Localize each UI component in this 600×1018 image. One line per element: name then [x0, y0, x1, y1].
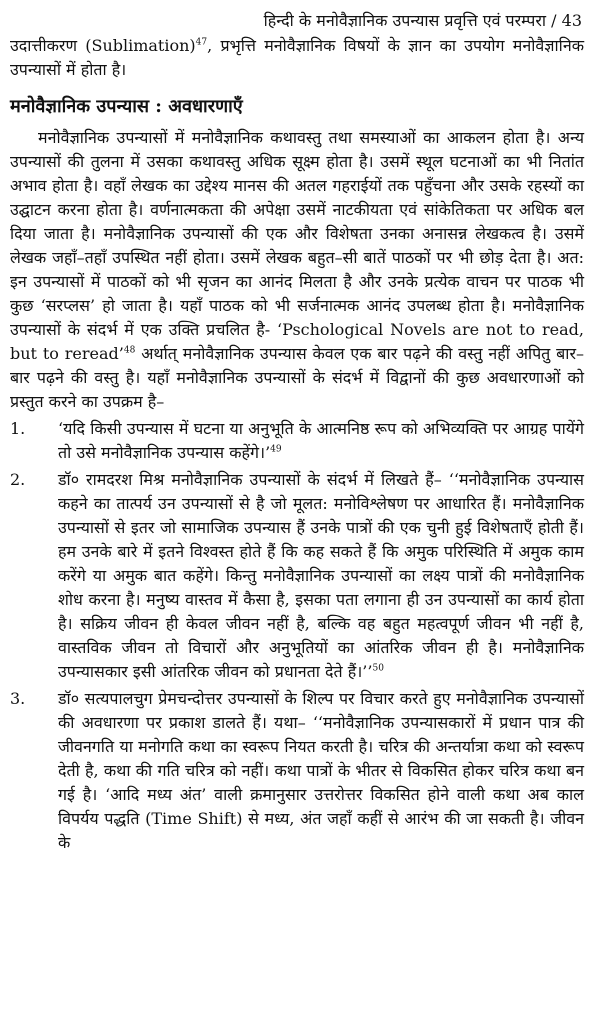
list-item — [10, 687, 584, 855]
footnote-ref-47: 47 — [195, 37, 208, 48]
footnote-ref-49: 49 — [270, 444, 282, 455]
list-item-text: डॉ० रामदरश मिश्र मनोवैज्ञानिक उपन्यासों के संदर्भ में लिखते हैं– ‘‘मनोवैज्ञानिक उपन्यास कहने का तात्पर्य उन उपन्यासों से है जो मूलत: मनोविश्लेषण पर आधारित हैं। मनोवैज्ञानिक उपन्यासों से इतर जो सामाजिक उपन्यास हैं उनके पात्रों की एक चुनी हुई विशेषताएँ होती हैं। हम उनके बारे में इतने विश्वस्त होते हैं कि कह सकते हैं कि अमुक परिस्थिति में अमुक काम करेंगे या अमुक बात कहेंगे। किन्तु मनोवैज्ञानिक उपन्यासों का लक्ष्य पात्रों की मनोवैज्ञानिक शोध करना है। मनुष्य वास्तव में कैसा है, इसका पता लगाना ही उन उपन्यासों का कार्य होता है। सक्रिय जीवन ही केवल जीवन नहीं है, बल्कि वह बहुत महत्वपूर्ण जीवन भी नहीं है, वास्तविक जीवन तो विचारों और अनुभूतियों का आंतरिक जीवन ही है। मनोवैज्ञानिक उपन्यासकार इसी आंतरिक जीवन को प्रधानता देते हैं।’’ — [58, 470, 584, 681]
intro-text-before-note: उदात्तीकरण (Sublimation) — [10, 36, 196, 55]
list-item-text: ‘यदि किसी उपन्यास में घटना या अनुभूति के आत्मनिष्ठ रूप को अभिव्यक्ति पर आग्रह पायेंगे तो उसे मनोवैज्ञानिक उपन्यास कहेंगे।’ — [58, 419, 584, 462]
running-header — [10, 10, 584, 32]
section-heading: मनोवैज्ञानिक उपन्यास : अवधारणाएँ — [10, 96, 243, 117]
body-paragraph — [10, 126, 584, 414]
intro-paragraph — [10, 34, 584, 82]
list-item-number: 3. — [10, 689, 26, 708]
running-title: हिन्दी के मनोवैज्ञानिक उपन्यास प्रवृत्ति एवं परम्परा — [263, 11, 547, 30]
footnote-ref-50: 50 — [372, 663, 384, 674]
list-item-number: 1. — [10, 419, 26, 438]
paragraph-text-after-note: अर्थात् मनोवैज्ञानिक उपन्यास केवल एक बार पढ़ने की वस्तु नहीं अपितु बार–बार पढ़ने की वस्तु है। यहाँ मनोवैज्ञानिक उपन्यासों के संदर्भ में विद्वानों की कुछ अवधारणाओं को प्रस्तुत करने का उपक्रम है– — [10, 344, 584, 411]
paragraph-text-before-note: मनोवैज्ञानिक उपन्यासों में मनोवैज्ञानिक कथावस्तु तथा समस्याओं का आकलन होता है। अन्य उपन्यासों की तुलना में उसका कथावस्तु अधिक सूक्ष्म होता है। उसमें स्थूल घटनाओं का भी नितांत अभाव होता है। वहाँ लेखक का उद्देश्य मानस की अतल गहराईयों तक पहुँचना और उसके रहस्यों का उद्घाटन करना होता है। वर्णनात्मकता की अपेक्षा उसमें नाटकीयता एवं सांकेतिकता पर अधिक बल दिया जाता है। मनोवैज्ञानिक उपन्यासों की एक और विशेषता उनका अनासन्न लेखकत्व है। उसमें लेखक जहाँ–तहाँ उपस्थित नहीं होता। उसमें लेखक बहुत–सी बातें पाठकों पर भी छोड़ देता है। अत: इन उपन्यासों में पाठकों को भी सृजन का आनंद मिलता है और उनके प्रत्येक वाचन पर पाठक भी कुछ ‘सरप्लस’ हो जाता है। यहाँ पाठक को भी सर्जनात्मक आनंद उपलब्ध होता है। मनोवैज्ञानिक उपन्यासों के संदर्भ में एक उक्ति प्रचलित है- ‘Pschological Novels are not to read, but to reread’ — [10, 128, 584, 363]
header-separator: / — [546, 11, 562, 30]
footnote-ref-48: 48 — [123, 345, 136, 356]
list-item-number: 2. — [10, 470, 26, 489]
intro-text-after-note: , प्रभृत्ति मनोवैज्ञानिक विषयों के ज्ञान का उपयोग मनोवैज्ञानिक उपन्यासों में होता है। — [10, 36, 584, 79]
page-number: 43 — [561, 11, 582, 30]
list-item — [10, 468, 584, 684]
list-item-text: डॉ० सत्यपालचुग प्रेमचन्दोत्तर उपन्यासों के शिल्प पर विचार करते हुए मनोवैज्ञानिक उपन्यासों की अवधारणा पर प्रकाश डालते हैं। यथा– ‘‘मनोवैज्ञानिक उपन्यासकारों में प्रधान पात्र की जीवनगति या मनोगति कथा का स्वरूप नियत करती है। चरित्र की अन्तर्यात्रा कथा को स्वरूप देती है, कथा की गति चरित्र को नहीं। कथा पात्रों के भीतर से विकसित होकर चरित्र कथा बन गई है। ‘आदि मध्य अंत’ वाली क्रमानुसार उत्तरोत्तर विकसित होने वाली कथा अब काल विपर्यय पद्धति (Time Shift) से मध्य, अंत जहाँ कहीं से आरंभ की जा सकती है। जीवन के — [58, 689, 584, 852]
list-item — [10, 417, 584, 465]
